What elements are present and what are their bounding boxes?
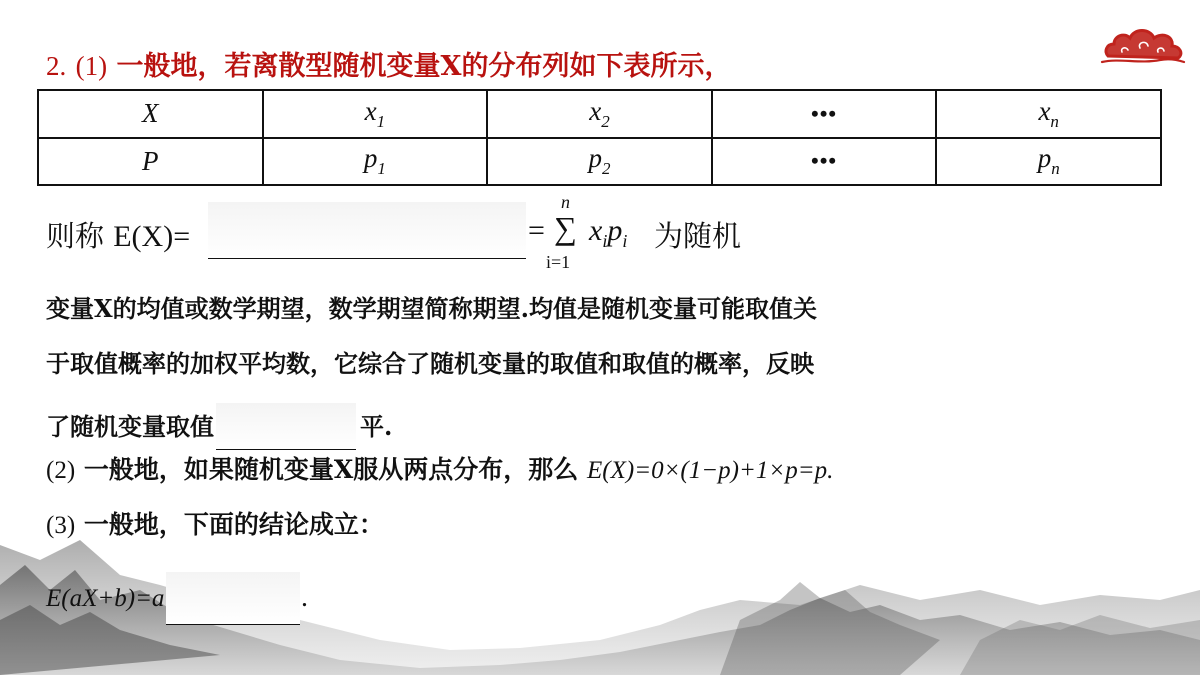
part-2-formula: E(X)=0×(1−p)+1×p=p. — [587, 457, 834, 484]
part-3-line — [46, 505, 384, 541]
answer-blank-3[interactable] — [166, 572, 300, 625]
formula-prefix: E(aX+b)=a — [46, 585, 165, 612]
paragraph-line-3: 了随机变量取值 平. — [46, 395, 392, 442]
part-3-text: 一般地，下面的结论成立： — [83, 510, 384, 539]
cell-p2: $p_2$ — [487, 138, 712, 186]
sigma-upper: n — [561, 192, 570, 212]
auspicious-cloud-icon — [1100, 22, 1186, 66]
part-3-number: (3) — [46, 512, 76, 539]
cell-x2: $x_2$ — [487, 90, 712, 138]
formula-end: . — [300, 583, 309, 612]
sum-term: $x_ip_i$ — [589, 214, 628, 251]
sigma-lower: i=1 — [546, 252, 571, 272]
equals-sign: = — [528, 214, 545, 247]
cell-ellipsis: ••• — [712, 138, 937, 186]
cell-ellipsis: ••• — [712, 90, 937, 138]
sigma-symbol: ∑ — [554, 210, 577, 246]
title-text: 一般地，若离散型随机变量X的分布列如下表所示， — [116, 51, 732, 82]
part-2-line — [46, 450, 833, 486]
part-2-text: 一般地，如果随机变量X服从两点分布，那么 — [83, 455, 579, 484]
paragraph-line-1: 变量X的均值或数学期望，数学期望简称期望.均值是随机变量可能取值关 — [46, 294, 817, 323]
cell-pn: $p_n$ — [936, 138, 1161, 186]
paragraph-line-2: 于取值概率的加权平均数，它综合了随机变量的取值和取值的概率，反映 — [46, 349, 814, 378]
cell-p1: $p_1$ — [263, 138, 488, 186]
question-number: 2. — [46, 51, 67, 81]
part-number: (1) — [75, 51, 108, 81]
linearity-formula — [46, 560, 308, 613]
cell-xn: $x_n$ — [936, 90, 1161, 138]
row-header-x: X — [38, 90, 263, 138]
table-row-x — [38, 90, 1161, 138]
part-2-number: (2) — [46, 457, 76, 484]
cell-x1: $x_1$ — [263, 90, 488, 138]
distribution-table — [37, 89, 1162, 186]
answer-blank-2[interactable] — [216, 403, 356, 450]
answer-blank-1[interactable] — [208, 202, 526, 259]
question-title — [46, 44, 732, 83]
row-header-p: P — [38, 138, 263, 186]
table-row-p — [38, 138, 1161, 186]
definition-prefix: 则称 E(X)= — [46, 219, 191, 253]
definition-suffix: 为随机 — [654, 219, 742, 253]
